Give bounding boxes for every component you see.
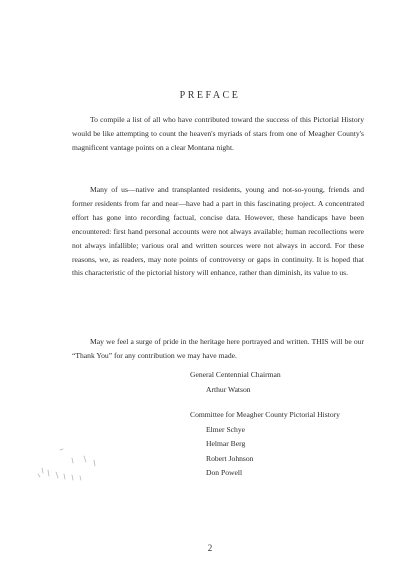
committee-member: Don Powell — [206, 468, 243, 477]
committee-member: Elmer Schye — [206, 424, 246, 434]
paragraph-3-text: May we feel a surge of pride in the heritage here portrayed and written. THIS will be our “Thank You” for any contribution we may have made. — [72, 337, 364, 360]
paragraph-2-text: Many of us—native and transplanted residents, young and not-so-young, friends and former residents from far and near—have had a part in this fascinating project. A concentrated effort has gone into recording factual, concise data. However, these handicaps have been encountered: first hand personal accounts were not always available; human recollections were not always infallible; various oral and written sources were not always in accord. For these reasons, we, as readers, may note points of controversy or gaps in continuity. It is hoped that this characteristic of the pictorial history will enhance, rather than diminish, its value to us. — [72, 185, 364, 278]
page-number: 2 — [207, 543, 213, 553]
paragraph-1 — [72, 113, 364, 155]
chairman-role: General Centennial Chairman — [190, 370, 281, 379]
signature-committee — [190, 408, 340, 481]
committee-member: Robert Johnson — [206, 453, 254, 463]
paragraph-3 — [72, 335, 364, 363]
signature-chairman — [190, 368, 281, 397]
committee-member: Helmar Berg — [206, 439, 246, 448]
page-title: PREFACE — [179, 90, 241, 101]
committee-role: Committee for Meagher County Pictorial History — [190, 410, 340, 419]
paragraph-1-text: To compile a list of all who have contributed toward the success of this Pictorial History would be like attempting to count the heaven's myriads of stars from one of Meagher County's magnificent vantage points on a clear Montana night. — [72, 115, 364, 152]
pencil-marks — [36, 444, 116, 494]
chairman-name: Arthur Watson — [206, 384, 251, 394]
paragraph-2 — [72, 183, 364, 280]
